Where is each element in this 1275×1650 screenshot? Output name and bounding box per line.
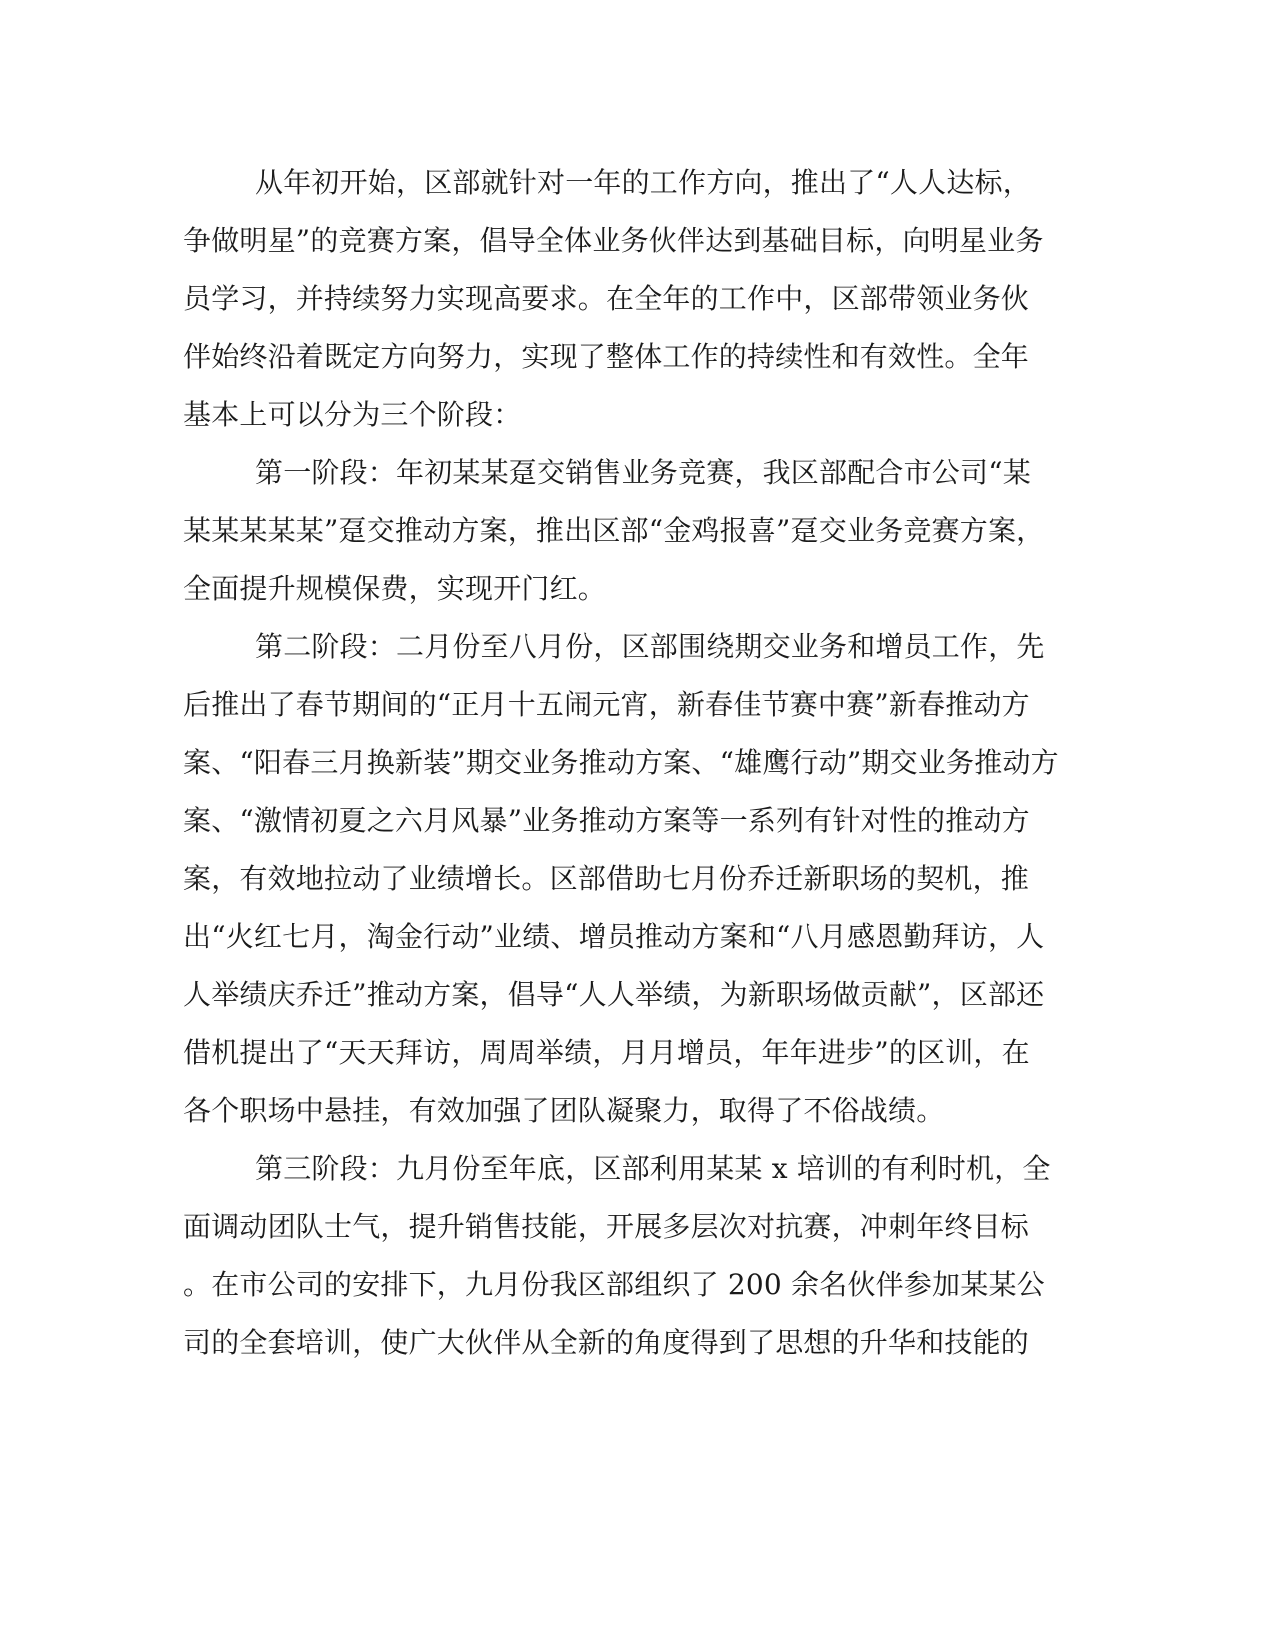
text-line: 基本上可以分为三个阶段： — [183, 398, 522, 431]
text-line: 第一阶段：年初某某趸交销售业务竞赛，我区部配合市公司“某 — [255, 456, 1031, 489]
text-line: 某某某某某”趸交推动方案，推出区部“金鸡报喜”趸交业务竞赛方案， — [183, 514, 1045, 547]
text-line: 后推出了春节期间的“正月十五闹元宵，新春佳节赛中赛”新春推动方 — [183, 688, 1030, 721]
text-line: 员学习，并持续努力实现高要求。在全年的工作中，区部带领业务伙 — [183, 282, 1030, 315]
text-line: 司的全套培训，使广大伙伴从全新的角度得到了思想的升华和技能的 — [183, 1326, 1030, 1359]
text-line: 。在市公司的安排下，九月份我区部组织了 200 余名伙伴参加某某公 — [183, 1268, 1045, 1301]
text-line: 出“火红七月，淘金行动”业绩、增员推动方案和“八月感恩勤拜访，人 — [183, 920, 1045, 953]
text-line: 面调动团队士气，提升销售技能，开展多层次对抗赛，冲刺年终目标 — [183, 1210, 1030, 1243]
text-line: 伴始终沿着既定方向努力，实现了整体工作的持续性和有效性。全年 — [183, 340, 1030, 373]
text-line: 案、“激情初夏之六月风暴”业务推动方案等一系列有针对性的推动方 — [183, 804, 1030, 837]
text-line: 人举绩庆乔迁”推动方案，倡导“人人举绩，为新职场做贡献”，区部还 — [183, 978, 1045, 1011]
text-line: 全面提升规模保费，实现开门红。 — [183, 572, 607, 605]
text-line: 案，有效地拉动了业绩增长。区部借助七月份乔迁新职场的契机，推 — [183, 862, 1030, 895]
text-line: 借机提出了“天天拜访，周周举绩，月月增员，年年进步”的区训，在 — [183, 1036, 1030, 1069]
text-line: 争做明星”的竞赛方案，倡导全体业务伙伴达到基础目标，向明星业务 — [183, 224, 1044, 257]
text-line: 案、“阳春三月换新装”期交业务推动方案、“雄鹰行动”期交业务推动方 — [183, 746, 1059, 779]
text-line: 各个职场中悬挂，有效加强了团队凝聚力，取得了不俗战绩。 — [183, 1094, 945, 1127]
text-line: 第三阶段：九月份至年底，区部利用某某 x 培训的有利时机，全 — [255, 1152, 1051, 1185]
text-line: 从年初开始，区部就针对一年的工作方向，推出了“人人达标， — [255, 166, 1031, 199]
text-line: 第二阶段：二月份至八月份，区部围绕期交业务和增员工作，先 — [255, 630, 1045, 663]
